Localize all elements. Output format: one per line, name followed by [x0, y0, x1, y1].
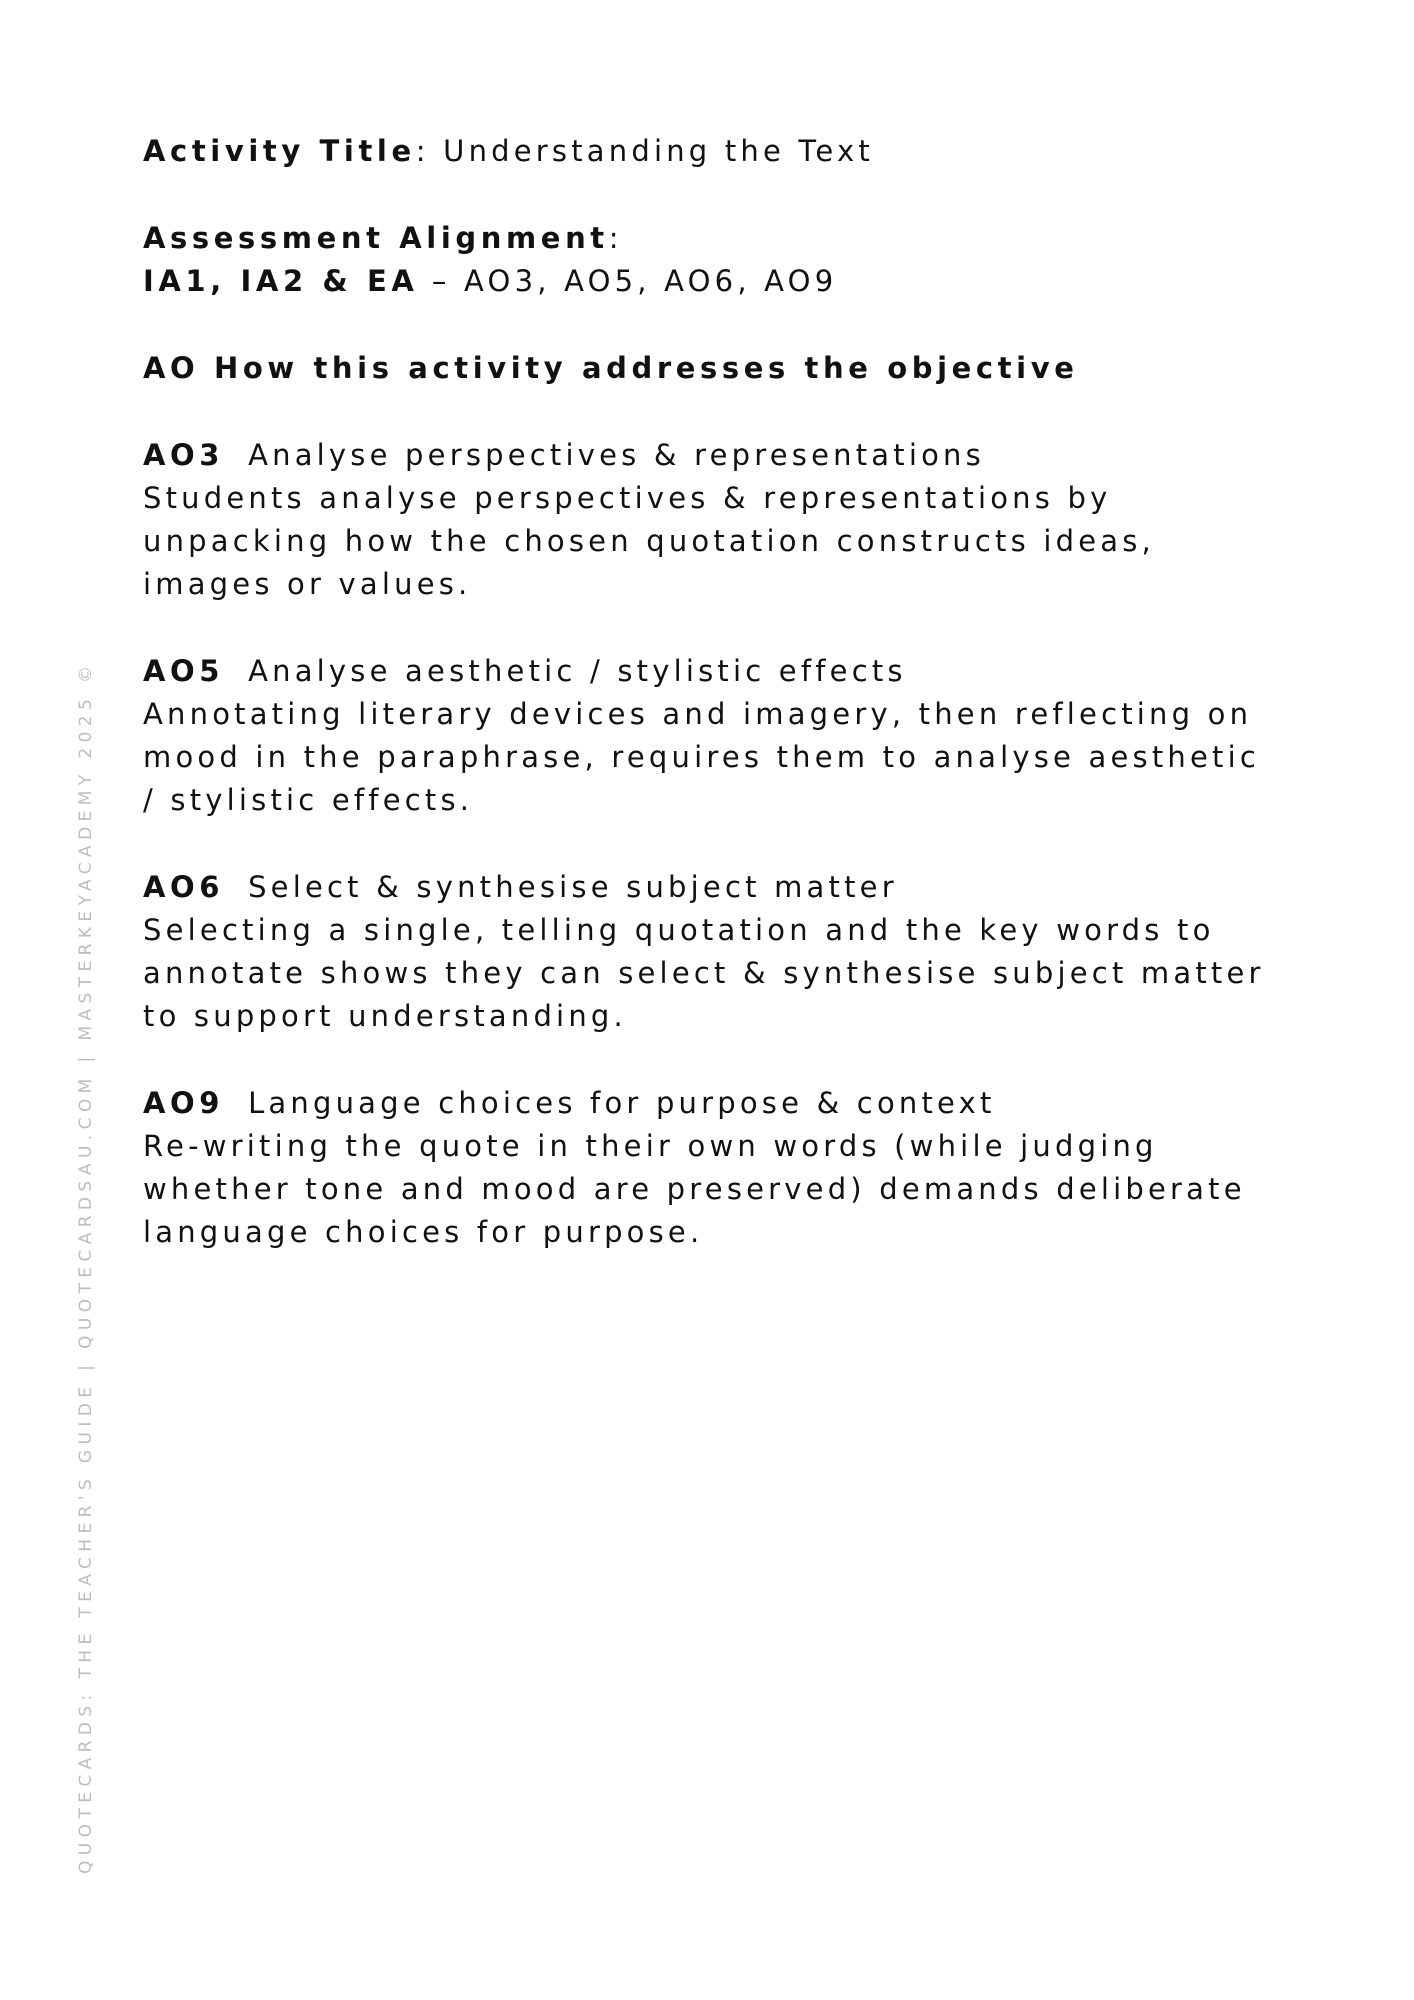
objective-block: [143, 650, 1273, 822]
objective-desc-line: Selecting a single, telling quotation and the key words to: [143, 913, 1215, 947]
objective-title: Select & synthesise subject matter: [248, 870, 898, 904]
objective-heading: [143, 1082, 1273, 1125]
objective-block: [143, 866, 1273, 1038]
objective-desc-line: Re-writing the quote in their own words (while judging: [143, 1129, 1158, 1163]
assessment-tasks: IA1, IA2 & EA: [143, 264, 419, 298]
document-body: [143, 130, 1273, 1254]
objective-code: AO6: [143, 870, 225, 904]
objective-heading: [143, 434, 1273, 477]
activity-title-line: [143, 130, 1273, 173]
objective-desc-line: unpacking how the chosen quotation constructs ideas,: [143, 524, 1155, 558]
objective-desc-line: to support understanding.: [143, 999, 627, 1033]
objective-desc-line: mood in the paraphrase, requires them to analyse aesthetic: [143, 740, 1260, 774]
objective-heading: [143, 866, 1273, 909]
vertical-footer-credit: QUOTECARDS: THE TEACHER'S GUIDE | QUOTECARDSAU.COM | MASTERKEYACADEMY 2025 ©: [76, 660, 96, 1874]
objective-desc-line: images or values.: [143, 567, 472, 601]
assessment-objectives: AO3, AO5, AO6, AO9: [464, 264, 838, 298]
objective-desc-line: / stylistic effects.: [143, 783, 474, 817]
activity-title-value: Understanding the Text: [443, 134, 874, 168]
assessment-alignment-line: [143, 260, 1273, 303]
assessment-alignment-label: Assessment Alignment: [143, 221, 609, 255]
objective-code: AO5: [143, 654, 225, 688]
objective-title: Analyse aesthetic / stylistic effects: [248, 654, 907, 688]
assessment-alignment-separator: :: [608, 221, 623, 255]
objective-desc-line: Annotating literary devices and imagery, then reflecting on: [143, 697, 1253, 731]
objective-title: Language choices for purpose & context: [248, 1086, 996, 1120]
objective-desc-line: annotate shows they can select & synthesise subject matter: [143, 956, 1265, 990]
activity-title-separator: :: [415, 134, 444, 168]
objective-block: [143, 434, 1273, 606]
objective-desc-line: whether tone and mood are preserved) demands deliberate: [143, 1172, 1246, 1206]
assessment-alignment-heading: [143, 217, 1273, 260]
objective-desc-line: Students analyse perspectives & representations by: [143, 481, 1112, 515]
objective-desc-line: language choices for purpose.: [143, 1215, 704, 1249]
objective-title: Analyse perspectives & representations: [248, 438, 985, 472]
table-header: AO How this activity addresses the objective: [143, 351, 1079, 385]
assessment-dash: –: [418, 264, 465, 298]
objective-block: [143, 1082, 1273, 1254]
activity-title-label: Activity Title: [143, 134, 416, 168]
objective-code: AO3: [143, 438, 225, 472]
objective-heading: [143, 650, 1273, 693]
objective-code: AO9: [143, 1086, 225, 1120]
